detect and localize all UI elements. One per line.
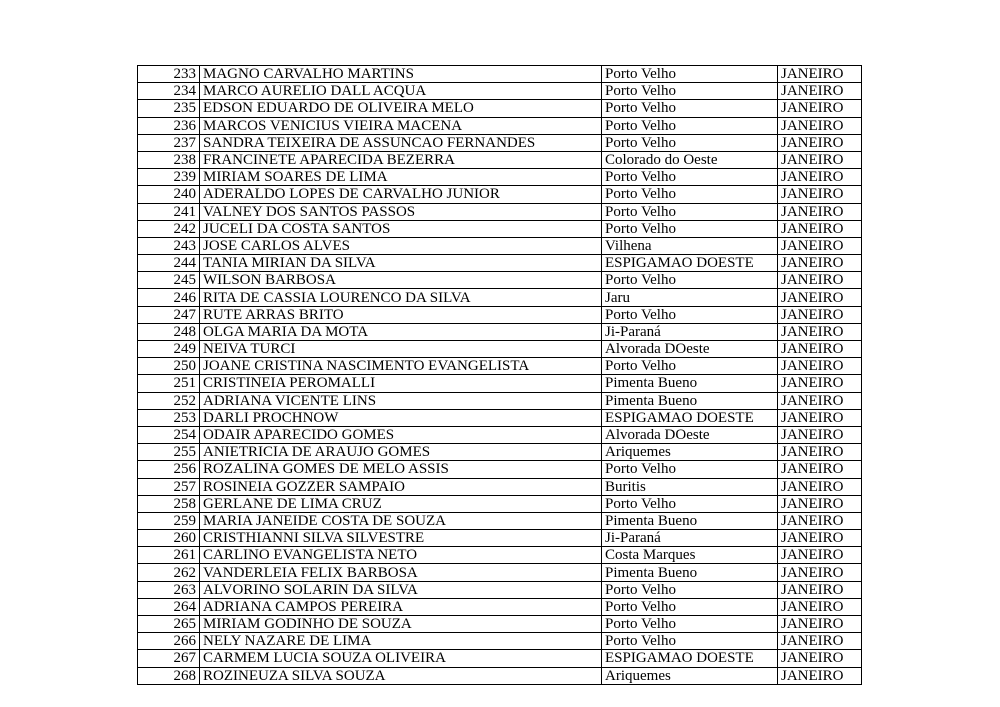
month-label-cell: JANEIRO bbox=[778, 100, 862, 117]
table-row bbox=[138, 461, 862, 478]
city-name-cell: ESPIGAMAO DOESTE bbox=[602, 255, 778, 272]
row-number-cell: 233 bbox=[138, 66, 200, 83]
person-name-cell: OLGA MARIA DA MOTA bbox=[200, 323, 602, 340]
city-name-cell: Porto Velho bbox=[602, 117, 778, 134]
person-name-cell: ALVORINO SOLARIN DA SILVA bbox=[200, 581, 602, 598]
person-name-cell: ODAIR APARECIDO GOMES bbox=[200, 426, 602, 443]
city-name-cell: Ariquemes bbox=[602, 444, 778, 461]
city-name-cell: Porto Velho bbox=[602, 220, 778, 237]
row-number-cell: 258 bbox=[138, 495, 200, 512]
month-label-cell: JANEIRO bbox=[778, 667, 862, 684]
table-row bbox=[138, 203, 862, 220]
month-label-cell: JANEIRO bbox=[778, 220, 862, 237]
person-name-cell: ROSINEIA GOZZER SAMPAIO bbox=[200, 478, 602, 495]
table-row bbox=[138, 358, 862, 375]
city-name-cell: Pimenta Bueno bbox=[602, 392, 778, 409]
city-name-cell: Porto Velho bbox=[602, 186, 778, 203]
row-number-cell: 253 bbox=[138, 409, 200, 426]
month-label-cell: JANEIRO bbox=[778, 633, 862, 650]
city-name-cell: ESPIGAMAO DOESTE bbox=[602, 650, 778, 667]
month-label-cell: JANEIRO bbox=[778, 83, 862, 100]
city-name-cell: Alvorada DOeste bbox=[602, 426, 778, 443]
table-row bbox=[138, 255, 862, 272]
city-name-cell: Porto Velho bbox=[602, 203, 778, 220]
city-name-cell: Porto Velho bbox=[602, 272, 778, 289]
city-name-cell: Porto Velho bbox=[602, 134, 778, 151]
person-name-cell: VANDERLEIA FELIX BARBOSA bbox=[200, 564, 602, 581]
row-number-cell: 265 bbox=[138, 616, 200, 633]
month-label-cell: JANEIRO bbox=[778, 409, 862, 426]
person-name-cell: CRISTINEIA PEROMALLI bbox=[200, 375, 602, 392]
row-number-cell: 263 bbox=[138, 581, 200, 598]
row-number-cell: 251 bbox=[138, 375, 200, 392]
person-name-cell: VALNEY DOS SANTOS PASSOS bbox=[200, 203, 602, 220]
row-number-cell: 249 bbox=[138, 341, 200, 358]
table-row bbox=[138, 151, 862, 168]
table-row bbox=[138, 409, 862, 426]
row-number-cell: 268 bbox=[138, 667, 200, 684]
month-label-cell: JANEIRO bbox=[778, 650, 862, 667]
row-number-cell: 252 bbox=[138, 392, 200, 409]
row-number-cell: 259 bbox=[138, 512, 200, 529]
row-number-cell: 256 bbox=[138, 461, 200, 478]
person-name-cell: MARIA JANEIDE COSTA DE SOUZA bbox=[200, 512, 602, 529]
table-row bbox=[138, 134, 862, 151]
month-label-cell: JANEIRO bbox=[778, 203, 862, 220]
table-row bbox=[138, 598, 862, 615]
table-row bbox=[138, 495, 862, 512]
table-row bbox=[138, 633, 862, 650]
city-name-cell: Porto Velho bbox=[602, 100, 778, 117]
city-name-cell: Jaru bbox=[602, 289, 778, 306]
table-row bbox=[138, 169, 862, 186]
city-name-cell: Pimenta Bueno bbox=[602, 375, 778, 392]
city-name-cell: Porto Velho bbox=[602, 633, 778, 650]
city-name-cell: Colorado do Oeste bbox=[602, 151, 778, 168]
month-label-cell: JANEIRO bbox=[778, 512, 862, 529]
person-name-cell: RITA DE CASSIA LOURENCO DA SILVA bbox=[200, 289, 602, 306]
city-name-cell: Porto Velho bbox=[602, 581, 778, 598]
row-number-cell: 245 bbox=[138, 272, 200, 289]
person-name-cell: MAGNO CARVALHO MARTINS bbox=[200, 66, 602, 83]
city-name-cell: Ariquemes bbox=[602, 667, 778, 684]
person-name-cell: JUCELI DA COSTA SANTOS bbox=[200, 220, 602, 237]
row-number-cell: 238 bbox=[138, 151, 200, 168]
roster-table-body bbox=[138, 66, 862, 685]
row-number-cell: 260 bbox=[138, 530, 200, 547]
month-label-cell: JANEIRO bbox=[778, 272, 862, 289]
row-number-cell: 234 bbox=[138, 83, 200, 100]
row-number-cell: 267 bbox=[138, 650, 200, 667]
row-number-cell: 247 bbox=[138, 306, 200, 323]
city-name-cell: Ji-Paraná bbox=[602, 530, 778, 547]
month-label-cell: JANEIRO bbox=[778, 530, 862, 547]
person-name-cell: CARMEM LUCIA SOUZA OLIVEIRA bbox=[200, 650, 602, 667]
row-number-cell: 236 bbox=[138, 117, 200, 134]
city-name-cell: Porto Velho bbox=[602, 616, 778, 633]
table-row bbox=[138, 426, 862, 443]
city-name-cell: Alvorada DOeste bbox=[602, 341, 778, 358]
person-name-cell: ADRIANA CAMPOS PEREIRA bbox=[200, 598, 602, 615]
month-label-cell: JANEIRO bbox=[778, 151, 862, 168]
city-name-cell: Porto Velho bbox=[602, 306, 778, 323]
row-number-cell: 250 bbox=[138, 358, 200, 375]
city-name-cell: Porto Velho bbox=[602, 83, 778, 100]
month-label-cell: JANEIRO bbox=[778, 237, 862, 254]
person-name-cell: GERLANE DE LIMA CRUZ bbox=[200, 495, 602, 512]
person-name-cell: RUTE ARRAS BRITO bbox=[200, 306, 602, 323]
city-name-cell: Buritis bbox=[602, 478, 778, 495]
month-label-cell: JANEIRO bbox=[778, 186, 862, 203]
month-label-cell: JANEIRO bbox=[778, 581, 862, 598]
person-name-cell: NELY NAZARE DE LIMA bbox=[200, 633, 602, 650]
person-name-cell: EDSON EDUARDO DE OLIVEIRA MELO bbox=[200, 100, 602, 117]
month-label-cell: JANEIRO bbox=[778, 564, 862, 581]
row-number-cell: 239 bbox=[138, 169, 200, 186]
table-row bbox=[138, 100, 862, 117]
row-number-cell: 266 bbox=[138, 633, 200, 650]
person-name-cell: MARCOS VENICIUS VIEIRA MACENA bbox=[200, 117, 602, 134]
person-name-cell: SANDRA TEIXEIRA DE ASSUNCAO FERNANDES bbox=[200, 134, 602, 151]
row-number-cell: 261 bbox=[138, 547, 200, 564]
row-number-cell: 257 bbox=[138, 478, 200, 495]
table-row bbox=[138, 512, 862, 529]
row-number-cell: 255 bbox=[138, 444, 200, 461]
table-row bbox=[138, 530, 862, 547]
table-row bbox=[138, 83, 862, 100]
table-row bbox=[138, 616, 862, 633]
table-row bbox=[138, 392, 862, 409]
person-name-cell: CARLINO EVANGELISTA NETO bbox=[200, 547, 602, 564]
table-row bbox=[138, 581, 862, 598]
month-label-cell: JANEIRO bbox=[778, 306, 862, 323]
month-label-cell: JANEIRO bbox=[778, 478, 862, 495]
row-number-cell: 237 bbox=[138, 134, 200, 151]
month-label-cell: JANEIRO bbox=[778, 255, 862, 272]
table-row bbox=[138, 564, 862, 581]
month-label-cell: JANEIRO bbox=[778, 426, 862, 443]
month-label-cell: JANEIRO bbox=[778, 341, 862, 358]
person-name-cell: FRANCINETE APARECIDA BEZERRA bbox=[200, 151, 602, 168]
table-row bbox=[138, 117, 862, 134]
month-label-cell: JANEIRO bbox=[778, 289, 862, 306]
table-row bbox=[138, 66, 862, 83]
month-label-cell: JANEIRO bbox=[778, 117, 862, 134]
table-row bbox=[138, 237, 862, 254]
person-name-cell: WILSON BARBOSA bbox=[200, 272, 602, 289]
person-name-cell: CRISTHIANNI SILVA SILVESTRE bbox=[200, 530, 602, 547]
city-name-cell: Porto Velho bbox=[602, 169, 778, 186]
table-row bbox=[138, 323, 862, 340]
person-name-cell: ROZALINA GOMES DE MELO ASSIS bbox=[200, 461, 602, 478]
row-number-cell: 241 bbox=[138, 203, 200, 220]
table-row bbox=[138, 272, 862, 289]
table-row bbox=[138, 547, 862, 564]
person-name-cell: ADRIANA VICENTE LINS bbox=[200, 392, 602, 409]
month-label-cell: JANEIRO bbox=[778, 323, 862, 340]
row-number-cell: 248 bbox=[138, 323, 200, 340]
month-label-cell: JANEIRO bbox=[778, 616, 862, 633]
table-row bbox=[138, 341, 862, 358]
month-label-cell: JANEIRO bbox=[778, 66, 862, 83]
row-number-cell: 242 bbox=[138, 220, 200, 237]
city-name-cell: Pimenta Bueno bbox=[602, 564, 778, 581]
row-number-cell: 246 bbox=[138, 289, 200, 306]
row-number-cell: 254 bbox=[138, 426, 200, 443]
roster-table bbox=[137, 65, 862, 685]
row-number-cell: 243 bbox=[138, 237, 200, 254]
row-number-cell: 264 bbox=[138, 598, 200, 615]
month-label-cell: JANEIRO bbox=[778, 358, 862, 375]
month-label-cell: JANEIRO bbox=[778, 444, 862, 461]
city-name-cell: Porto Velho bbox=[602, 358, 778, 375]
row-number-cell: 240 bbox=[138, 186, 200, 203]
person-name-cell: JOSE CARLOS ALVES bbox=[200, 237, 602, 254]
person-name-cell: TANIA MIRIAN DA SILVA bbox=[200, 255, 602, 272]
city-name-cell: Porto Velho bbox=[602, 598, 778, 615]
table-row bbox=[138, 220, 862, 237]
person-name-cell: DARLI PROCHNOW bbox=[200, 409, 602, 426]
row-number-cell: 235 bbox=[138, 100, 200, 117]
person-name-cell: MIRIAM SOARES DE LIMA bbox=[200, 169, 602, 186]
month-label-cell: JANEIRO bbox=[778, 598, 862, 615]
table-row bbox=[138, 375, 862, 392]
row-number-cell: 262 bbox=[138, 564, 200, 581]
person-name-cell: NEIVA TURCI bbox=[200, 341, 602, 358]
month-label-cell: JANEIRO bbox=[778, 169, 862, 186]
city-name-cell: ESPIGAMAO DOESTE bbox=[602, 409, 778, 426]
table-row bbox=[138, 444, 862, 461]
row-number-cell: 244 bbox=[138, 255, 200, 272]
city-name-cell: Ji-Paraná bbox=[602, 323, 778, 340]
person-name-cell: ANIETRICIA DE ARAUJO GOMES bbox=[200, 444, 602, 461]
month-label-cell: JANEIRO bbox=[778, 547, 862, 564]
city-name-cell: Porto Velho bbox=[602, 495, 778, 512]
person-name-cell: JOANE CRISTINA NASCIMENTO EVANGELISTA bbox=[200, 358, 602, 375]
table-row bbox=[138, 186, 862, 203]
table-row bbox=[138, 650, 862, 667]
month-label-cell: JANEIRO bbox=[778, 134, 862, 151]
city-name-cell: Pimenta Bueno bbox=[602, 512, 778, 529]
table-row bbox=[138, 478, 862, 495]
table-row bbox=[138, 306, 862, 323]
person-name-cell: MIRIAM GODINHO DE SOUZA bbox=[200, 616, 602, 633]
table-row bbox=[138, 289, 862, 306]
month-label-cell: JANEIRO bbox=[778, 495, 862, 512]
city-name-cell: Costa Marques bbox=[602, 547, 778, 564]
person-name-cell: ADERALDO LOPES DE CARVALHO JUNIOR bbox=[200, 186, 602, 203]
city-name-cell: Porto Velho bbox=[602, 461, 778, 478]
person-name-cell: MARCO AURELIO DALL ACQUA bbox=[200, 83, 602, 100]
month-label-cell: JANEIRO bbox=[778, 392, 862, 409]
city-name-cell: Vilhena bbox=[602, 237, 778, 254]
city-name-cell: Porto Velho bbox=[602, 66, 778, 83]
month-label-cell: JANEIRO bbox=[778, 461, 862, 478]
person-name-cell: ROZINEUZA SILVA SOUZA bbox=[200, 667, 602, 684]
table-row bbox=[138, 667, 862, 684]
month-label-cell: JANEIRO bbox=[778, 375, 862, 392]
